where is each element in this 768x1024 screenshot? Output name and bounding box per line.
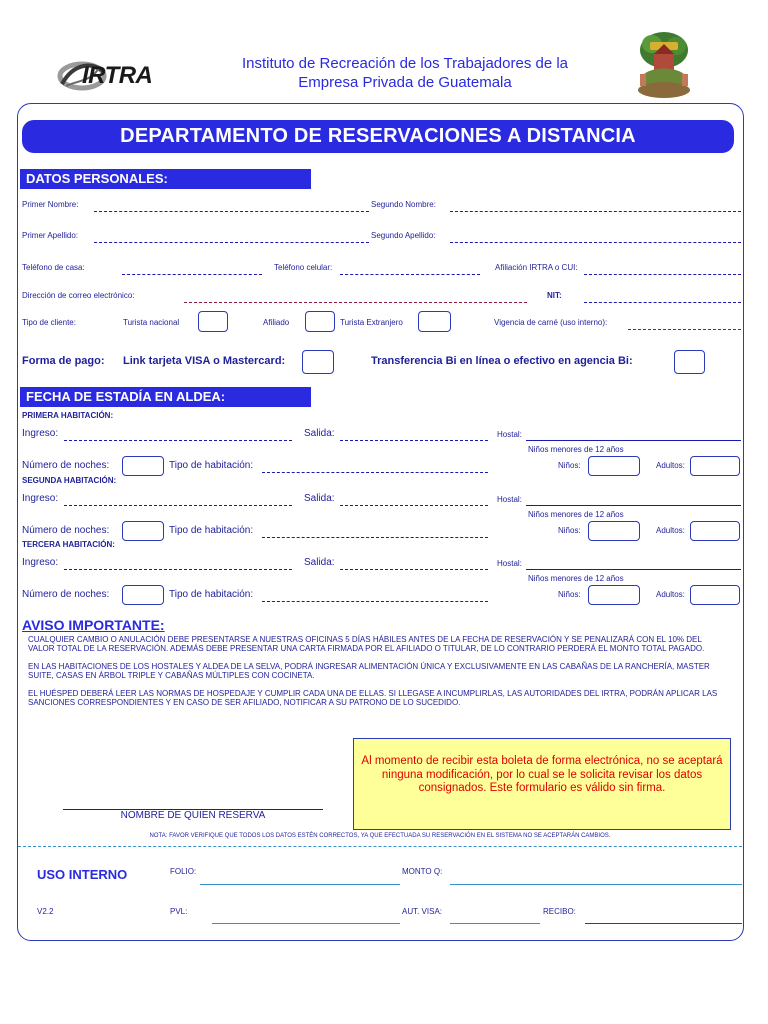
correo-label: Dirección de correo electrónico: — [22, 291, 135, 300]
ingreso-field[interactable] — [64, 505, 292, 506]
ingreso-field[interactable] — [64, 569, 292, 570]
institute-name — [190, 54, 620, 92]
ingreso-label: Ingreso: — [22, 557, 59, 568]
tipo-habitacion-label: Tipo de habitación: — [169, 589, 254, 600]
segundo-apellido-label: Segundo Apellido: — [371, 231, 436, 240]
nit-label: NIT: — [547, 291, 562, 300]
institute-line1: Instituto de Recreación de los Trabajadores de la — [241, 55, 569, 72]
ninos-label: Niños: — [558, 526, 581, 535]
salida-label: Salida: — [304, 557, 335, 568]
telefono-celular-field[interactable] — [340, 274, 480, 275]
transferencia-checkbox[interactable] — [674, 350, 705, 374]
adultos-label: Adultos: — [656, 590, 685, 599]
hostal-label: Hostal: — [497, 559, 522, 568]
noches-input[interactable] — [122, 585, 164, 605]
ninos-input[interactable] — [588, 585, 640, 605]
adultos-label: Adultos: — [656, 461, 685, 470]
salida-label: Salida: — [304, 428, 335, 439]
telefono-casa-label: Teléfono de casa: — [22, 263, 85, 272]
forma-pago-label: Forma de pago: — [22, 355, 105, 367]
monto-field[interactable] — [450, 884, 742, 885]
ingreso-label: Ingreso: — [22, 428, 59, 439]
segundo-apellido-field[interactable] — [450, 242, 741, 243]
turista-extranjero-label: Turista Extranjero — [340, 318, 403, 327]
afiliacion-field[interactable] — [584, 274, 741, 275]
aviso-text — [28, 635, 730, 716]
afiliado-checkbox[interactable] — [305, 311, 335, 332]
tipo-habitacion-field[interactable] — [262, 601, 488, 602]
afiliado-label: Afiliado — [263, 318, 290, 327]
divider-line — [18, 846, 742, 847]
tipo-habitacion-label: Tipo de habitación: — [169, 525, 254, 536]
salida-field[interactable] — [340, 440, 488, 441]
tipo-habitacion-label: Tipo de habitación: — [169, 460, 254, 471]
hostal-label: Hostal: — [497, 495, 522, 504]
hostal-field[interactable] — [526, 440, 741, 441]
primer-apellido-label: Primer Apellido: — [22, 231, 79, 240]
aviso-paragraph-2: EN LAS HABITACIONES DE LOS HOSTALES Y ALDEA DE LA SELVA, PODRÁ INGRESAR ALIMENTACIÓN ÚNICA Y EXCLUSIVAMENTE EN LAS CABAÑAS DE LA RANCHERÍA, MASTER SUITE, CASAS EN ÁRBOL TRIPLE Y CABAÑAS MÚLTIPLES CON COCINETA. — [28, 662, 710, 680]
hostal-label: Hostal: — [497, 430, 522, 439]
correo-field[interactable] — [184, 302, 527, 303]
folio-label: FOLIO: — [170, 867, 197, 876]
ninos-label: Niños: — [558, 461, 581, 470]
primer-apellido-field[interactable] — [94, 242, 369, 243]
primer-nombre-field[interactable] — [94, 211, 369, 212]
adultos-input[interactable] — [690, 521, 740, 541]
noches-input[interactable] — [122, 456, 164, 476]
recibo-field[interactable] — [585, 923, 742, 924]
ninos-menores-label: Niños menores de 12 años — [528, 445, 624, 454]
uso-interno-title: USO INTERNO — [37, 867, 128, 882]
adultos-label: Adultos: — [656, 526, 685, 535]
aviso-paragraph-3: EL HUÉSPED DEBERÁ LEER LAS NORMAS DE HOSPEDAJE Y CUMPLIR CADA UNA DE ELLAS. SI LLEGASE A INCUMPLIRLAS, LAS AUTORIDADES DEL IRTRA, PODRÁN APLICAR LAS SANCIONES CORRESPONDIENTES Y EN CASO DE SER AFILIADO, NOTIFICAR A SU PATRONO DE LO SUCEDIDO. — [28, 689, 718, 707]
segundo-nombre-label: Segundo Nombre: — [371, 200, 436, 209]
adultos-input[interactable] — [690, 585, 740, 605]
monto-label: MONTO Q: — [402, 867, 443, 876]
hostal-field[interactable] — [526, 505, 741, 506]
ninos-input[interactable] — [588, 456, 640, 476]
noches-label: Número de noches: — [22, 460, 110, 471]
pvl-field[interactable] — [212, 923, 400, 924]
noches-label: Número de noches: — [22, 589, 110, 600]
irtra-logo — [48, 56, 188, 96]
signature-label: NOMBRE DE QUIEN RESERVA — [120, 810, 266, 821]
electronic-form-notice: Al momento de recibir esta boleta de forma electrónica, no se aceptará ninguna modificación, por lo cual se le solicita revisar los datos consignados. Este formulario es válido sin firma. — [353, 738, 731, 830]
turista-nacional-checkbox[interactable] — [198, 311, 228, 332]
telefono-celular-label: Teléfono celular: — [274, 263, 333, 272]
aviso-paragraph-1: CUALQUIER CAMBIO O ANULACIÓN DEBE PRESENTARSE A NUESTRAS OFICINAS 5 DÍAS HÁBILES ANTES DE LA FECHA DE RESERVACIÓN Y SE PENALIZARÁ CON EL 10% DEL VALOR TOTAL DE LA RESERVACIÓN. ADEMÁS DEBE PRESENTAR UNA CARTA FIRMADA POR EL AFILIADO O TITULAR, DE LO CONTRARIO PERDERÁ EL MONTO TOTAL PAGADO. — [28, 635, 705, 653]
primer-nombre-label: Primer Nombre: — [22, 200, 79, 209]
turista-extranjero-checkbox[interactable] — [418, 311, 451, 332]
section-datos-personales: DATOS PERSONALES: — [20, 169, 311, 189]
institute-line2: Empresa Privada de Guatemala — [298, 74, 512, 91]
ninos-input[interactable] — [588, 521, 640, 541]
ingreso-field[interactable] — [64, 440, 292, 441]
noches-input[interactable] — [122, 521, 164, 541]
folio-field[interactable] — [200, 884, 400, 885]
adultos-input[interactable] — [690, 456, 740, 476]
transferencia-label: Transferencia Bi en línea o efectivo en agencia Bi: — [371, 355, 633, 367]
tipo-habitacion-field[interactable] — [262, 537, 488, 538]
salida-label: Salida: — [304, 493, 335, 504]
aldea-emblem — [634, 26, 694, 102]
tipo-cliente-label: Tipo de cliente: — [22, 318, 76, 327]
turista-nacional-label: Turista nacional — [123, 318, 180, 327]
room-title: PRIMERA HABITACIÓN: — [22, 411, 114, 420]
section-fecha-estadia: FECHA DE ESTADÍA EN ALDEA: — [20, 387, 311, 407]
ninos-label: Niños: — [558, 590, 581, 599]
afiliacion-label: Afiliación IRTRA o CUI: — [495, 263, 578, 272]
tipo-habitacion-field[interactable] — [262, 472, 488, 473]
verification-note: NOTA: FAVOR VERIFIQUE QUE TODOS LOS DATOS ESTÉN CORRECTOS, YA QUE EFECTUADA SU RESERVACIÓN EN EL SISTEMA NO SE ACEPTARÁN CAMBIOS. — [149, 833, 611, 839]
ingreso-label: Ingreso: — [22, 493, 59, 504]
aut-visa-label: AUT. VISA: — [402, 907, 443, 916]
vigencia-label: Vigencia de carné (uso interno): — [494, 318, 608, 327]
ninos-menores-label: Niños menores de 12 años — [528, 510, 624, 519]
vigencia-field[interactable] — [628, 329, 741, 330]
castle-emblem-icon — [634, 26, 694, 102]
department-banner: DEPARTAMENTO DE RESERVACIONES A DISTANCIA — [22, 120, 734, 153]
link-tarjeta-label: Link tarjeta VISA o Mastercard: — [123, 355, 286, 367]
salida-field[interactable] — [340, 505, 488, 506]
segundo-nombre-field[interactable] — [450, 211, 741, 212]
noches-label: Número de noches: — [22, 525, 110, 536]
room-title: TERCERA HABITACIÓN: — [22, 540, 115, 549]
aviso-title: AVISO IMPORTANTE: — [22, 617, 165, 633]
link-tarjeta-checkbox[interactable] — [302, 350, 334, 374]
aut-visa-field[interactable] — [450, 923, 540, 924]
recibo-label: RECIBO: — [543, 907, 576, 916]
telefono-casa-field[interactable] — [122, 274, 262, 275]
room-title: SEGUNDA HABITACIÓN: — [22, 476, 117, 485]
nit-field[interactable] — [584, 302, 741, 303]
hostal-field[interactable] — [526, 569, 741, 570]
pvl-label: PVL: — [170, 907, 188, 916]
logo-text: IRTRA — [82, 62, 153, 89]
version-label: V2.2 — [37, 907, 54, 916]
salida-field[interactable] — [340, 569, 488, 570]
ninos-menores-label: Niños menores de 12 años — [528, 574, 624, 583]
